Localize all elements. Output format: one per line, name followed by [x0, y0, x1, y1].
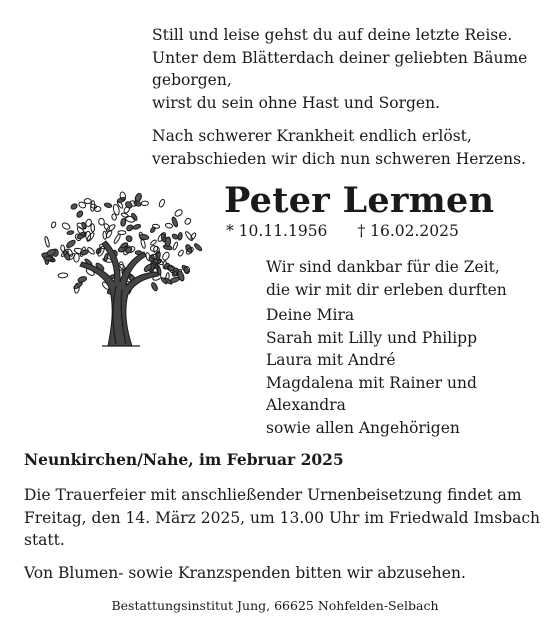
tree-leaf	[104, 253, 109, 262]
tree-leaf	[158, 199, 165, 208]
tree-leaf	[61, 222, 71, 231]
tree-leaf	[91, 224, 95, 232]
tree-leaf	[44, 236, 50, 247]
service-info	[24, 484, 541, 552]
place-and-date: Neunkirchen/Nahe, im Februar 2025	[24, 450, 344, 469]
tree-leaf	[78, 201, 87, 209]
tree-leaf	[104, 202, 112, 208]
tree-leaf	[150, 282, 158, 292]
farewell-line: Nach schwerer Krankheit endlich erlöst,	[152, 127, 472, 145]
tree-leaf	[193, 243, 202, 252]
tree-leaf	[177, 249, 184, 257]
tree-leaf	[84, 198, 91, 203]
tree-leaf	[113, 233, 121, 244]
tree-leaf	[65, 239, 76, 249]
tree-leaf	[141, 201, 148, 206]
poem	[152, 24, 532, 114]
tree-leaf	[165, 237, 172, 247]
tree-leaf	[150, 239, 157, 246]
tree-leaf	[73, 281, 83, 290]
tree-leaf	[172, 242, 178, 251]
tree-leaf	[77, 276, 87, 283]
mourner-line: Deine Mira	[266, 306, 355, 324]
thanks-line: Wir sind dankbar für die Zeit,	[266, 258, 500, 276]
tree-leaf	[90, 201, 95, 212]
tree-leaf	[174, 208, 184, 217]
death-date: † 16.02.2025	[357, 222, 459, 240]
poem-line: Unter dem Blätterdach deiner geliebten Bäume	[152, 48, 528, 67]
tree-leaf	[44, 257, 53, 261]
poem-line: wirst du sein ohne Hast und Sorgen.	[152, 93, 441, 112]
tree-icon	[36, 186, 206, 356]
farewell-line: verabschieden wir dich nun schweren Herzens.	[152, 149, 527, 168]
tree-leaf	[70, 203, 78, 210]
tree-leaf	[190, 232, 197, 240]
tree-leaf	[165, 223, 173, 229]
tree-leaf	[105, 224, 116, 234]
thanks-text	[266, 256, 507, 301]
thanks-line: die wir mit dir erleben durften	[266, 280, 507, 299]
tree-leaf	[76, 210, 84, 219]
mourners-list	[266, 304, 477, 439]
tree-leaf	[58, 273, 68, 278]
mourner-line: Magdalena mit Rainer und	[266, 373, 477, 392]
life-dates	[226, 222, 489, 240]
tree-leaf	[133, 224, 142, 231]
poem-line: geborgen,	[152, 71, 232, 89]
birth-date: * 10.11.1956	[226, 222, 328, 240]
funeral-home: Bestattungsinstitut Jung, 66625 Nohfelden-Selbach	[111, 598, 439, 613]
tree-leaf	[103, 231, 107, 239]
tree-leaf	[95, 206, 101, 211]
tree-leaf	[125, 235, 133, 243]
farewell-text	[152, 125, 532, 170]
mourner-line: Laura mit André	[266, 351, 396, 369]
mourner-line: Sarah mit Lilly und Philipp	[266, 328, 478, 347]
tree-leaf	[161, 251, 170, 261]
tree-leaf	[51, 221, 57, 228]
tree-leaf	[126, 224, 134, 232]
tree-leaf	[67, 230, 74, 235]
tree-leaf	[139, 234, 149, 241]
mourner-line: Alexandra	[266, 396, 346, 414]
service-line: statt.	[24, 531, 65, 549]
mourner-line: sowie allen Angehörigen	[266, 418, 460, 437]
tree-leaf	[184, 217, 192, 225]
tree-leaf	[177, 232, 182, 240]
deceased-name: Peter Lermen	[224, 180, 495, 221]
poem-line: Still und leise gehst du auf deine letzte Reise.	[152, 26, 513, 44]
flowers-note: Von Blumen- sowie Kranzspenden bitten wir abzusehen.	[24, 564, 466, 582]
service-line: Freitag, den 14. März 2025, um 13.00 Uhr im Friedwald Imsbach	[24, 508, 541, 527]
tree-leaf	[73, 253, 79, 262]
service-line: Die Trauerfeier mit anschließender Urnenbeisetzung findet am	[24, 486, 522, 504]
